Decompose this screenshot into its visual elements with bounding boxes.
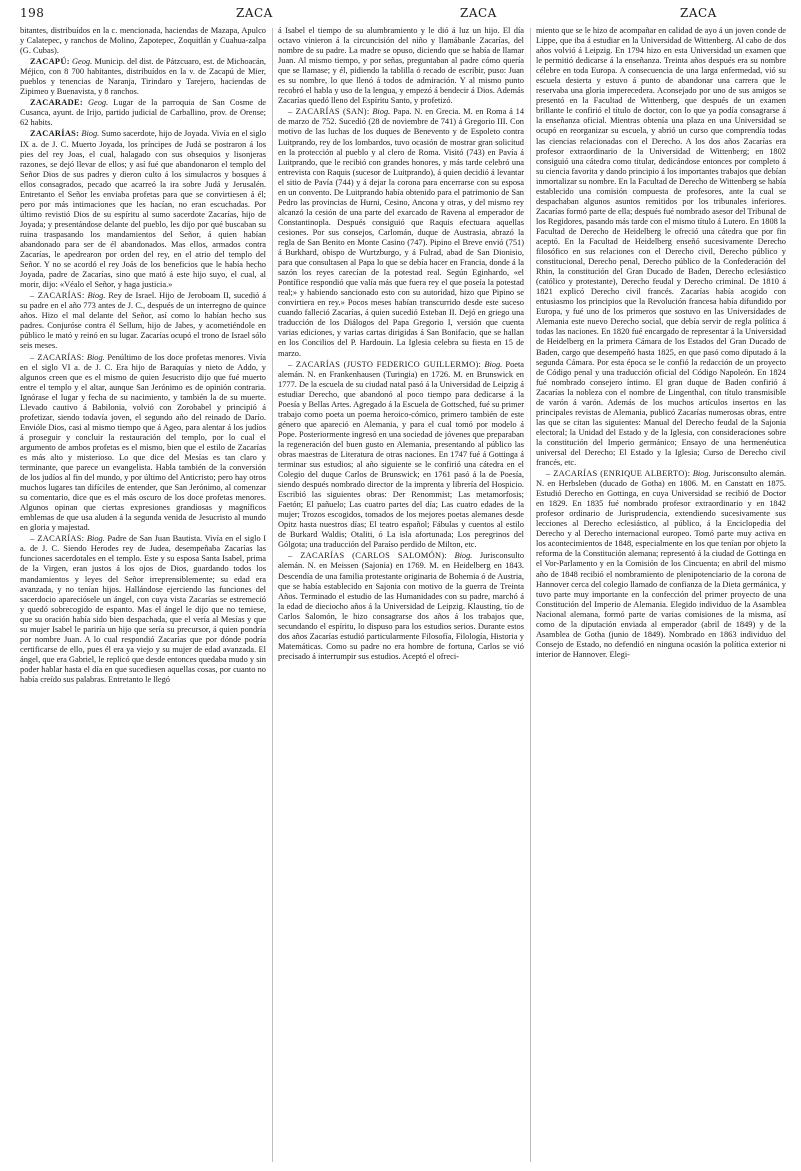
- entry-headword: ZACAPÚ:: [30, 57, 70, 67]
- running-head-center: ZACA: [460, 6, 497, 20]
- entry-category: Biog.: [86, 534, 105, 544]
- entry-category: Biog.: [87, 291, 106, 301]
- entry-continuation: [20, 26, 266, 56]
- dictionary-entry: [20, 353, 266, 534]
- entry-text: Sumo sacerdote, hijo de Joyada. Vivía en el siglo IX a. de J. C. Muerto Joyada, los príncipes de Judá se postraron á los pies del rey Joas, el cual, halagado con sus obsequios y lisonjeras razones, se dejó llevar de ellos; y así fué que abandonaron el templo del Señor Dios de sus padres y dieron culto á los simulacros y bosques á ellos consagrados, pecado que acarreó la ira sobre Judá y Jerusalén. Entretanto el Señor les enviaba profetas para que se convirtiesen á él; pero por más intimaciones que les hacían, no eran escuchadas. Por último revistió Dios de su espíritu al sumo sacerdote Zacarías, hijo de Joyada; y presentándose delante del pueblo, les dijo por qué buscaban su ruina traspasando los mandamientos del Señor, á quien habían abandonado para ser de él abandonados. Mas ellos, armados contra Zacarías, le apedrearon por orden del rey, en el atrio del templo del Señor. Y no se acordó el rey Joás de los beneficios que le había hecho Joyada, padre de Zacarías, sino que mató á este hijo suyo, el cual, al morir, dijo: «Véalo el Señor, y haga justicia.»: [20, 129, 266, 290]
- dictionary-entry: [20, 98, 266, 128]
- entry-headword: – ZACARÍAS (CARLOS SALOMÓN):: [288, 551, 448, 561]
- entry-category: Biog.: [81, 129, 100, 139]
- entry-text: Jurisconsulto alemán. N. en Meissen (Sajonia) en 1769. M. en Heidelberg en 1843. Descendía de una familia protestante originaria de Bohemia ó de Austria, que se había establecido en Sajonia con motivo de la guerra de Treinta Años. Terminado el estudio de las Humanidades con su padre, marchó á la edad de dieciocho años á la Universidad de Leipzig. Klausting, tío de Carlos Salomón, le hizo consagrarse dos años á los trabajos que, secundando el espíritu, lo dispuso para los estudios serios. Durante estos dos años Zacarías estudió particularmente Filosofía, Filología, Historia y Matemáticas. Como su padre no era hombre de fortuna, Carlos se vió precisado á interrumpir sus estudios. Aceptó el ofreci-: [278, 551, 524, 661]
- entry-headword: – ZACARÍAS:: [30, 352, 85, 362]
- running-head-right: ZACA: [680, 6, 717, 20]
- entry-headword: – ZACARÍAS (ENRIQUE ALBERTO):: [546, 469, 691, 479]
- entry-category: Biog.: [372, 107, 391, 117]
- text-column-1: [20, 26, 266, 1164]
- dictionary-entry: [278, 551, 524, 662]
- dictionary-entry: [20, 291, 266, 351]
- entry-text: Lugar de la parroquia de San Cosme de Cusanca, ayunt. de Irijo, partido judicial de Carballino, prov. de Orense; 62 habits.: [20, 98, 266, 128]
- entry-headword: – ZACARÍAS:: [30, 534, 85, 544]
- dictionary-entry: [20, 129, 266, 290]
- page-header: [20, 6, 787, 26]
- text-column-3: [536, 26, 786, 1164]
- page-number: 198: [20, 6, 45, 20]
- column-divider: [530, 28, 531, 1162]
- entry-text: bitantes, distribuídos en la c. mencionada, haciendas de Mazapa, Apulco y Calatepec, y ranchos de Molino, Zapotepec, Zoquitlán y Cuahua-zalpa (G. Cubas).: [20, 26, 266, 56]
- column-divider: [272, 28, 273, 1162]
- entry-continuation: [536, 26, 786, 468]
- dictionary-entry: [20, 534, 266, 685]
- entry-headword: ZACARÍAS:: [30, 129, 80, 139]
- entry-text: á Isabel el tiempo de su alumbramiento y le dió á luz un hijo. El día octavo vinieron á la circuncisión del niño y llamábanle Zacarías, del nombre de su padre. La madre se opuso, diciendo que se había de llamar Juan. Al mismo tiempo, y por señas, preguntaban al padre cómo quería que se llamase; y él, pidiendo la tablilla ó recado de escribir, puso: Juan es su nombre, lo que llenó á todos de admiración. Y al mismo punto recobró el habla y uso de la lengua, y empezó á bendecir á Dios. Además Zacarías quedó lleno del Espíritu Santo, y profetizó.: [278, 26, 524, 106]
- entry-category: Biog.: [86, 352, 105, 362]
- text-column-2: [278, 26, 524, 1164]
- running-head-left: ZACA: [236, 6, 273, 20]
- dictionary-entry: [278, 107, 524, 358]
- entry-continuation: [278, 26, 524, 106]
- entry-headword: – ZACARÍAS (SAN):: [288, 107, 370, 117]
- entry-text: Jurisconsulto alemán. N. en Herbsleben (ducado de Gotha) en 1806. M. en Canstatt en 1875. Estudió Derecho en Gottinga, en cuya Universidad se recibió de Doctor en 1829. En 1835 fué nombrado profesor extraordinario y en 1842 profesor ordinario de Jurisprudencia, extendiendo sucesivamente sus lecciones al Derecho eclesiástico, al público, á la Enciclopedia del Derecho y al Derecho internacional europeo. Tomó parte muy activa en los acontecimientos de 1848, especialmente en los que tenían por objeto la reforma de la Constitución alemana; representó á la ciudad de Gottinga en el Vor-Parlamento y en la Comisión de los Cincuenta; en abril del mismo año de 1848 recibió el nombramiento de plenipotenciario de la corona de Hannover cerca del colegio llamado de confianza de la Dieta germánica, y tuvo parte muy importante en la confección del primer proyecto de una Constitución del Imperio de Alemania. Elegido individuo de la Asamblea Nacional alemana, formó parte de varias comisiones de la misma, así como de la diputación enviada al emperador (abril de 1849) y de la Asamblea de Gotha (junio de 1849). Nombrado en 1863 individuo del Consejo de Estado, no defendió en ninguna ocasión la política exterior ni interior de Hannover. Elegi-: [536, 469, 786, 659]
- entry-category: Geog.: [87, 98, 109, 108]
- entry-text: Papa. N. en Grecia. M. en Roma á 14 de marzo de 752. Sucedió (28 de noviembre de 741) á Gregorio III. Con motivo de las luchas de los duques de Benevento y de Espoleto contra Luitprando, rey de los lombardos, tuvo ocasión de mostrar gran solicitud en la protección al pueblo y al clero de Roma. Visitó (743) en Pavía á Luitprando, que le recibió con grandes honores, y más tarde celebró una entrevista con Raquis (sucesor de Luitprando), á quien decidió á levantar el sitio de Pavía (744) y á dejar la corona para encerrarse con su esposa en un convento. De Luitprando había obtenido para el patrimonio de San Pedro las provincias de Hurni, Cesino, Ancona y otras, y del mismo rey alcanzó la cesión de una parte del exarcado de Ravena al emperador de Constantinopla. Después consiguió que Raquis efectuara aquellas cesiones. Por sus consejos, Carlomán, duque de Austrasia, abrazó la regla de San Benito en Monte Casino (747). Pipino el Breve envió (751) á Burkhard, obispo de Wurtzburgo, y á Fulrad, abad de San Dionisio, para que consultasen al Papa lo que se debía hacer en Francia, donde á la sazón los reyes carecían de la potestad real. Según Eginhardo, «el Pontífice respondió que valía más que fuera rey el que poseía la potestad real;» y habiendo sancionado esto con su autoridad, hizo que Pipino se convirtiera en rey.» Pocos meses habían transcurrido desde este suceso cuando falleció Zacarías, á quien sucedió Esteban II. Dejó en griego una traducción de los Diálogos del Papa Gregorio I, versión que cuenta varias ediciones, y varias cartas dirigidas á San Bonifacio, que se hallan en los Concilios del P. Hardouin. La Iglesia celebra su fiesta en 15 de marzo.: [278, 107, 524, 358]
- dictionary-entry: [536, 469, 786, 660]
- dictionary-entry: [20, 57, 266, 97]
- entry-text: Municip. del dist. de Pátzcuaro, est. de Michoacán, Méjico, con 8 700 habitantes, distribuídos en la v. de Zacapú de Mier, pueblos y tenencias de Naranja, Tirindaro y Tarejero, haciendas de Zipimeo y Buenavista, y 8 ranchos.: [20, 57, 266, 97]
- dictionary-entry: [278, 360, 524, 551]
- entry-category: Geog.: [71, 57, 93, 67]
- entry-text: Padre de San Juan Bautista. Vivía en el siglo I a. de J. C. Siendo Herodes rey de Judea, desempeñaba Zacarías las funciones sacerdotales en el templo. Este y su esposa Santa Isabel, prima de la Virgen, eran justos á los ojos de Dios, guardando todos los mandamientos y leyes del Señor irreprensiblemente; su edad era avanzada, y no tenían hijos. Hallándose ejerciendo las funciones del sacerdocio apareciósele un ángel, con cuya vista Zacarías se estremeció y quedó sobrecogido de espanto. Mas el ángel le dijo que no temiese, que su oración había sido bien despachada, que el vería al Mesías y que su mujer Isabel le pariría un hijo que sería su precursor, á quien pondría por nombre Juan. A lo cual respondió Zacarías que por dónde podría certificarse de ello, pues él era ya viejo y su mujer de edad avanzada. El ángel, que era Gabriel, le replicó que desde entonces quedaba mudo y sin poder hablar hasta el día en que sucediesen aquellas cosas, por cuanto no había creído sus palabras. Entretanto le llegó: [20, 534, 266, 684]
- entry-text: Poeta alemán. N. en Frankenhausen (Turingia) en 1726. M. en Brunswick en 1777. De la escuela de su ciudad natal pasó á la Universidad de Leipzig á estudiar Derecho, que abandonó al poco tiempo para dedicarse á la Poesía y Bellas Artes. Agregado á la Escuela de Gottsched, fué su primer trabajo como poeta un poema heroico-cómico, primero también de este género que apareció en Alemania, y para el cual tomó por modelo á Pope. Posteriormente ingresó en una sociedad de jóvenes que preparaban la regeneración del buen gusto en Alemania, presentando al público las obras maestras de Literatura de otras naciones. En 1747 fué á Gottinga á terminar sus estudios; al año siguiente se le confirió una cátedra en el Colegio del duque Carlos de Brunswick; en 1761 pasó á la de Poesía, siendo después nombrado director de la imprenta y librería del Hospicio. Escribió las siguientes obras: Der Renommist; Las metamorfosis; Faetón; El pañuelo; Las cuatro partes del día; Las cuatro edades de la mujer; Trozos escogidos, tomados de los mejores poetas alemanes desde Opitz hasta nuestros días; El teatro español; Fábulas y cuentos al estilo de Burkard Waldis; Otaliti, ó La isla afortunada; Los peregrinos del Gólgota; una traducción del Paraíso perdido de Milton, etc.: [278, 359, 524, 550]
- entry-text: Rey de Israel. Hijo de Jeroboam II, sucedió á su padre en el año 773 antes de J. C., después de un interregno de quince años. Hizo el mal delante del Señor, así como lo habían hecho sus padres. Conjuróse contra él Sellum, hijo de Jabes, y acometiéndole en público le mató y reinó en su lugar. Zacarías ocupó el trono de Israel sólo seis meses.: [20, 291, 266, 351]
- entry-headword: ZACARADE:: [30, 98, 83, 108]
- entry-headword: – ZACARÍAS (JUSTO FEDERICO GUILLERMO):: [288, 359, 482, 369]
- entry-category: Biog.: [484, 359, 503, 369]
- entry-category: Biog.: [454, 551, 473, 561]
- entry-category: Biog.: [692, 469, 711, 479]
- entry-headword: – ZACARÍAS:: [30, 291, 85, 301]
- entry-text: Penúltimo de los doce profetas menores. Vivía en el siglo VI a. de J. C. Era hijo de Baraquías y nieto de Addo, y algunos creen que es el mismo de quien Jesucristo dijo que fué muerto entre el templo y el altar, aunque San Jerónimo es de opinión contraria. Ignórase el lugar y fecha de su nacimiento, y también la de su muerte. Llevado cautivo á Babilonia, volvió con Zorobabel y principió á profetizar, siendo todavía joven, el segundo año del reinado de Darío. Envióle Dios, casi al mismo tiempo que á Ageo, para alentar á los judíos á proseguir y concluir la restauración del templo, por lo cual el argumento de ambos profetas es el mismo, bien que el estilo de Zacarías es más alto y misterioso. Lo que dice del Mesías es tan claro y terminante, que parece un evangelista. Habla también de la conversión de los judíos al fin del mundo, y por último del Anticristo; pero hay otros muchos lugares tan difíciles de entender, que San Jerónimo, al comenzar su comentario, dice que es el más oscuro de los doce profetas menores. Algunos opinan que ciertas expresiones grandiosas y magníficos emblemas de que usa aluden á la segunda venida de Jesucristo al mundo en gloria y majestad.: [20, 352, 266, 533]
- entry-text: miento que se le hizo de acompañar en calidad de ayo á un joven conde de Lippe, que iba á estudiar en la Universidad de Wittenberg. Al cabo de dos años volvió á Leipzig. En 1794 hizo en esta Universidad un examen que le permitió dedicarse á la enseñanza. Treinta años después era su nombre célebre en toda Europa. A consecuencia de una larga enfermedad, vió su escuela desierta y estuvo á punto de abandonar una carrera que le reservaba una gloria imperecedera. Aconsejado por uno de sus amigos se presentó en la Facultad de Wittenberg, que después de un examen brillante le confirió el título de doctor, con lo que ya podía consagrarse á la enseñanza oficial. Mientras obtenía una plaza en una Universidad se ocupó en reorganizar su escuela, y abrió un curso que comprendía todas las ciencias relacionadas con el Derecho. A los dos años Zacarías era profesor extraordinario de la Universidad de Wittenberg; en 1802 consiguió una cátedra como titular, dedicándose entonces por completo á su ciencia favorita y dando principio á los importantes trabajos que debían inmortalizar su nombre. En la Facultad de Derecho de Wittenberg se había establecido una comisión compuesta de profesores, ante la cual se despachaban algunos asuntos remitidos por los tribunales inferiores. Zacarías formó parte de ella; después fué nombrado asesor del Tribunal de los Regidores, pasando más tarde con el mismo título á Lutero. En 1808 la Facultad de Derecho de Heidelberg le ofreció una cátedra que por fin aceptó. En la Facultad de Heidelberg enseñó sucesivamente Derecho filosófico en sus relaciones con el Derecho civil, Derecho público y constitucional, Derecho penal, Derecho público de la Confederación del Rhin, la constitución del Gran Ducado de Baden, Derecho eclesiástico (católico y protestante), Derecho feudal y Derecho criminal. De 1810 á 1821 explicó Derecho civil francés. Zacarías había acogido con entusiasmo los principios que la Revolución francesa había difundido por Europa, y fué uno de los primeros que sostuvo en las Universidades de Alemania este nuevo Derecho social, que debía servir de regla política á todas las naciones. En 1820 fué encargado de representar á la Universidad de Heidelberg en la primera Cámara de los Estados del Gran Ducado de Baden, cargo que desempeñó hasta 1825, en que pasó como diputado á la segunda Cámara. Por esta época se le confió la redacción de un proyecto de Código penal y una traducción oficial del Código Napoleón. En 1824 fué nombrado consejero íntimo. El gran duque de Baden confirió á Zacarías la nobleza con el nombre de Lingenthal, con título transmisible de varón á varón. Además de los muchos artículos insertos en las principales revistas de Alemania, publicó Zacarías numerosas obras, entre las que se citan las siguientes: Manual del Derecho feudal de la Sajonia electoral; la Unidad del Estado y de la Iglesia, con consideraciones sobre la constitución del Imperio germánico; Ensayo de una hermenéutica universal del Derecho; El Estado y la Iglesia; Curso de Derecho civil francés, etc.: [536, 26, 786, 468]
